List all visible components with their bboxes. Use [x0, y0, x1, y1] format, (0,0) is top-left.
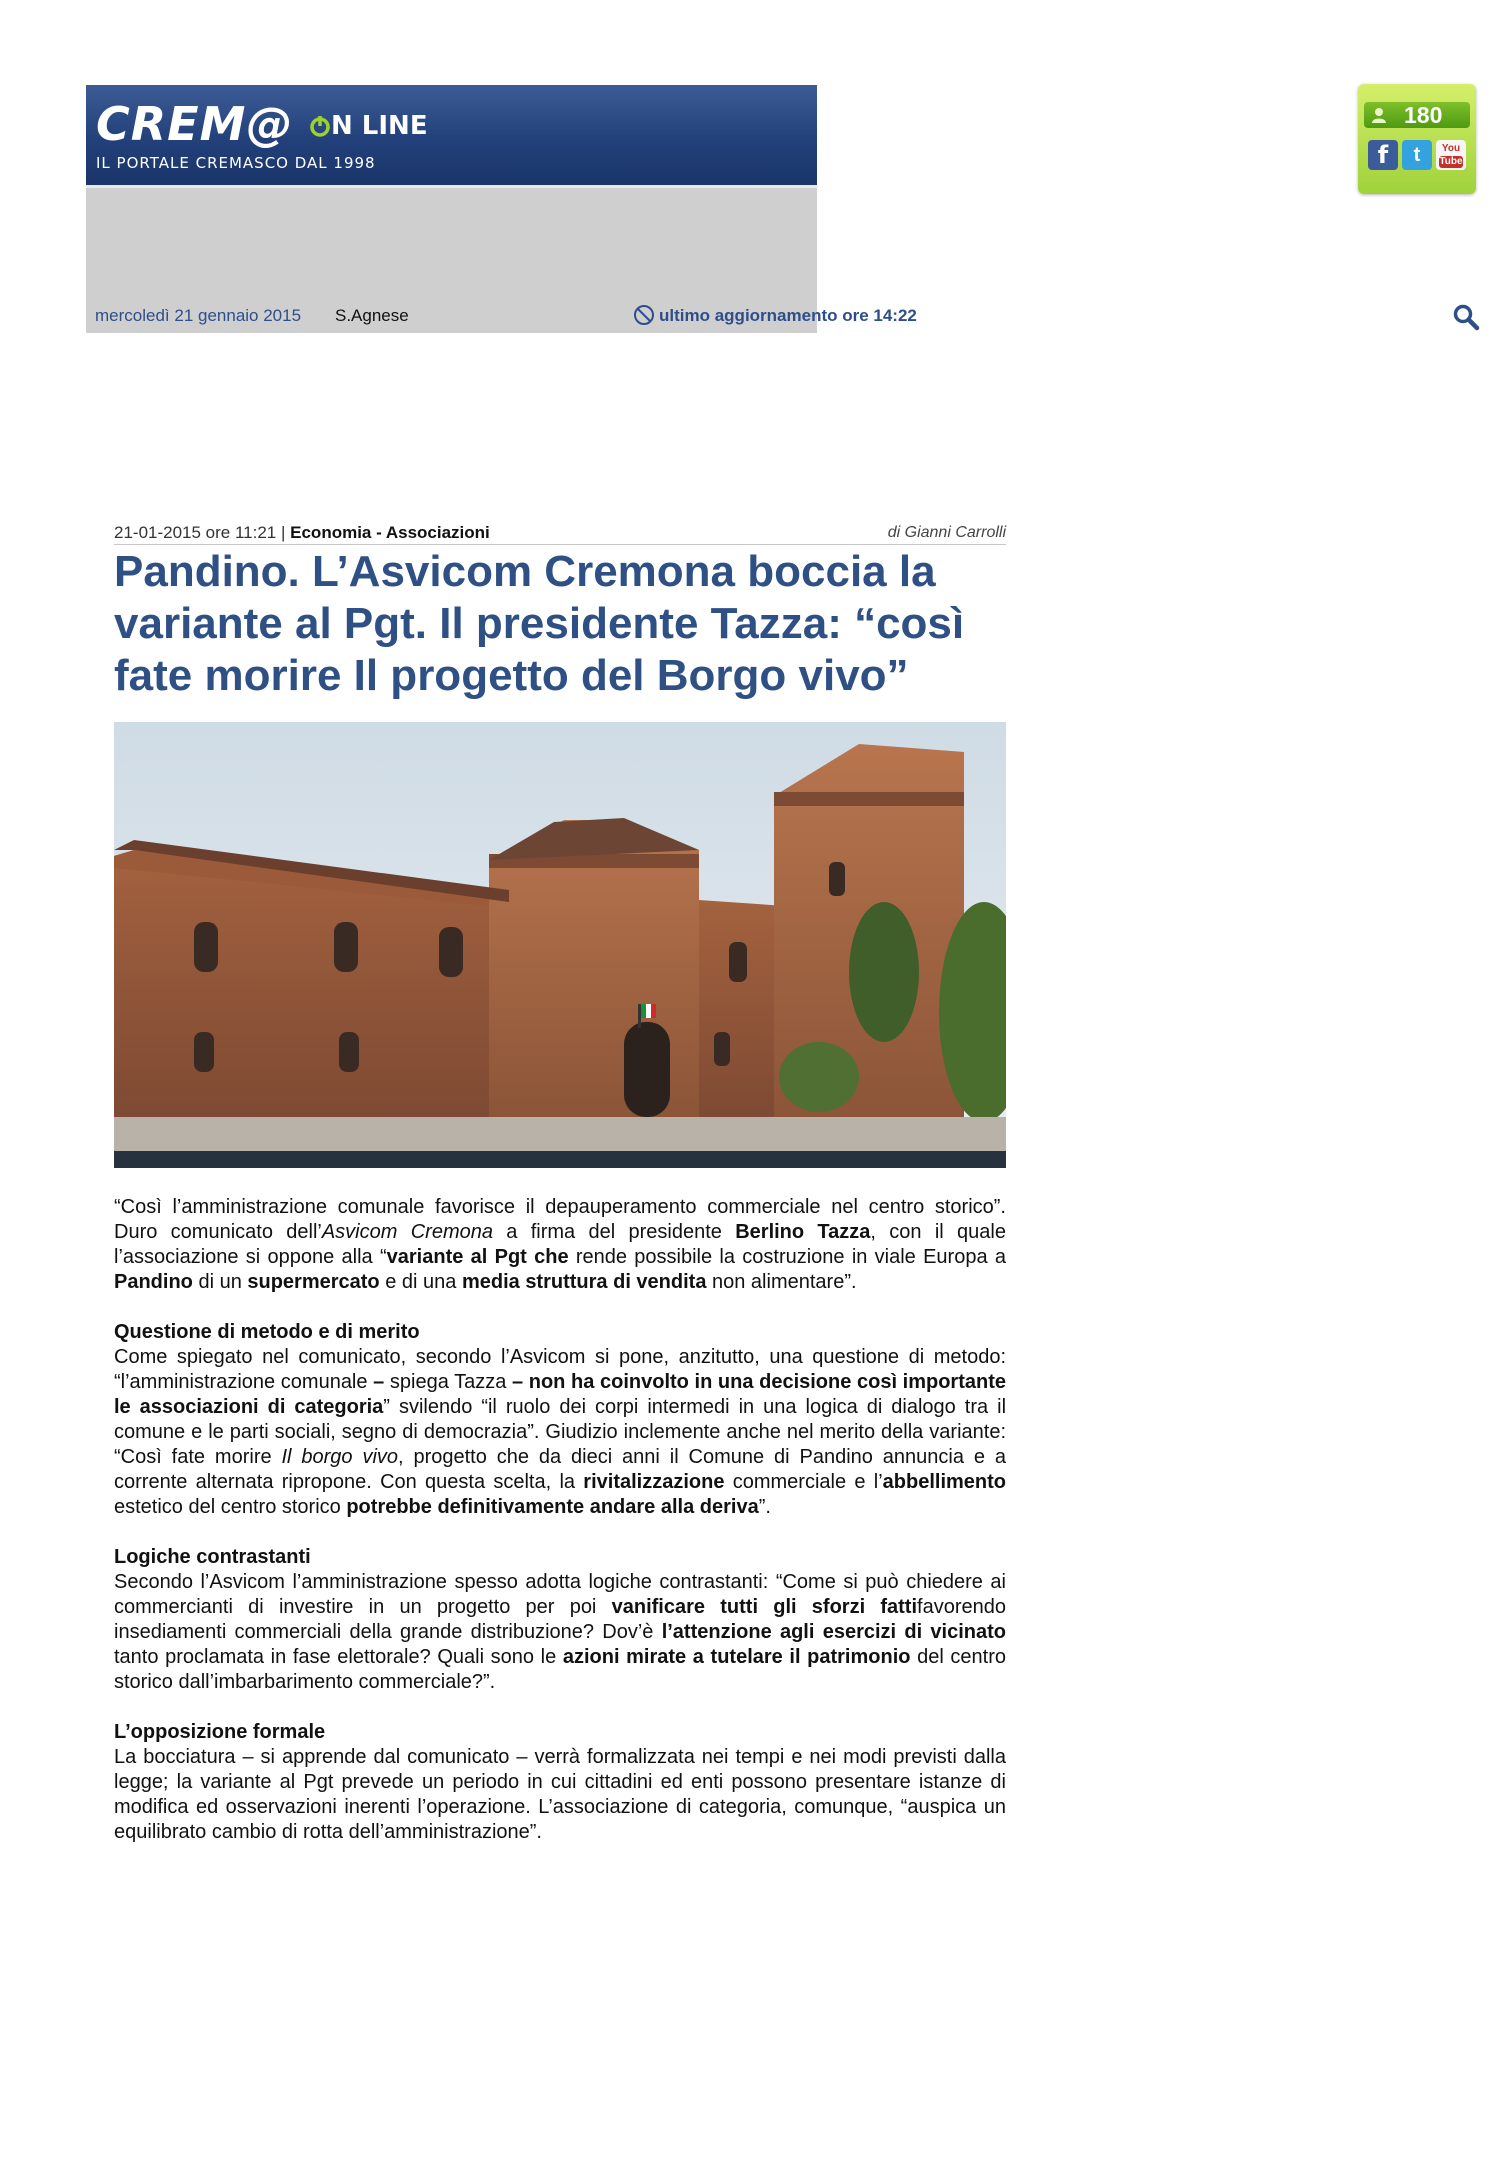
text-run: Come spiegato nel comunicato, secondo l’Asvicom si pone, anzitutto, una questione di metodo: “l’amministrazione comunale [114, 1346, 1006, 1393]
logo-wordmark: CREM@ [96, 97, 294, 151]
text-run: , progetto che da dieci anni il Comune di Pandino annuncia e a corrente alternata ripropone. Con questa scelta, la [114, 1446, 1007, 1493]
logo-online-text: N LINE [331, 111, 428, 141]
text-bold: abbellimento [882, 1471, 1007, 1493]
user-icon [1370, 106, 1388, 124]
no-entry-icon [633, 304, 655, 326]
text-run: tanto proclamata in fase elettorale? Quali sono le [114, 1646, 563, 1668]
twitter-icon[interactable]: t [1402, 140, 1432, 170]
text-bold: – non ha coinvolto in una decisione così importante le associazioni di categoria [114, 1371, 1006, 1418]
youtube-label-bottom: Tube [1439, 156, 1463, 167]
text-run: a firma del presidente [492, 1221, 736, 1243]
text-bold: Berlino Tazza [735, 1221, 871, 1243]
logo-tagline: IL PORTALE CREMASCO DAL 1998 [96, 154, 376, 172]
article-body [114, 1195, 1006, 1845]
paragraph-method [114, 1345, 1006, 1520]
text-run: favorendo insediamenti commerciali della grande distribuzione? Dov’è [114, 1596, 1006, 1643]
paragraph-logic [114, 1570, 1006, 1695]
text-run: rende possibile la costruzione in viale Europa a [568, 1246, 1006, 1268]
youtube-icon[interactable] [1436, 140, 1466, 170]
last-update-text: ultimo aggiornamento ore 14:22 [659, 306, 917, 325]
text-italic: Il borgo vivo [281, 1446, 399, 1468]
text-run: “Così l’amministrazione comunale favorisce il depauperamento commerciale nel centro storico”. Duro comunicato dell’ [114, 1196, 1006, 1243]
paragraph-intro [114, 1195, 1006, 1295]
text-bold: media struttura di vendita [461, 1271, 707, 1293]
text-italic: Asvicom Cremona [321, 1221, 493, 1243]
article-meta [114, 522, 1006, 545]
text-bold: – [373, 1371, 385, 1393]
search-icon[interactable] [1452, 303, 1480, 331]
article-author: di Gianni Carrolli [887, 524, 1006, 541]
text-bold: vanificare tutti gli sforzi fatti [611, 1596, 918, 1618]
meta-separator: | [276, 523, 291, 542]
article-date: 21-01-2015 ore 11:21 [114, 523, 277, 542]
last-update [633, 304, 917, 328]
text-bold: l’attenzione agli esercizi di vicinato [661, 1621, 1006, 1643]
section-heading: L’opposizione formale [114, 1721, 326, 1743]
follower-count: 180 [1404, 102, 1443, 128]
text-run: , con il quale l’associazione si oppone alla “ [114, 1221, 1006, 1268]
paragraph-formal: La bocciatura – si apprende dal comunicato – verrà formalizzata nei tempi e nei modi previsti dalla legge; la variante al Pgt prevede un periodo in cui cittadini ed enti possono presentare istanze di modifica ed osservazioni inerenti l’operazione. L’associazione di categoria, comunque, “auspica un equilibrato cambio di rotta dell’amministrazione”. [114, 1746, 1006, 1843]
text-run: non alimentare”. [706, 1271, 857, 1293]
section-heading: Questione di metodo e di merito [114, 1321, 420, 1343]
text-bold: variante al Pgt che [386, 1246, 569, 1268]
article-category[interactable]: Economia - Associazioni [290, 523, 490, 542]
saint-of-day: S.Agnese [335, 306, 409, 325]
article-photo [114, 722, 1006, 1168]
site-banner[interactable] [86, 85, 817, 185]
text-run: di un [192, 1271, 248, 1293]
text-run: e di una [379, 1271, 462, 1293]
text-run: estetico del centro storico [114, 1496, 347, 1518]
youtube-label-top: You [1441, 143, 1461, 154]
text-run: ” svilendo “il ruolo dei corpi intermedi in una logica di dialogo tra il comune e le parti sociali, segno di democrazia”. Giudizio inclemente anche nel merito della variante: “Così fate morire [114, 1396, 1007, 1468]
section-heading: Logiche contrastanti [114, 1546, 311, 1568]
text-run: spiega Tazza [384, 1371, 512, 1393]
social-widget [1358, 84, 1476, 194]
text-run: commerciale e l’ [724, 1471, 883, 1493]
text-bold: Pandino [114, 1271, 193, 1293]
follower-counter [1364, 102, 1470, 128]
text-bold: azioni mirate a tutelare il patrimonio [562, 1646, 911, 1668]
facebook-icon[interactable]: f [1368, 140, 1398, 170]
current-date: mercoledì 21 gennaio 2015 [95, 306, 302, 325]
text-run: del centro storico dall’imbarbarimento commerciale?”. [114, 1646, 1007, 1693]
text-bold: rivitalizzazione [583, 1471, 725, 1493]
text-run: ”. [758, 1496, 771, 1518]
text-bold: supermercato [247, 1271, 380, 1293]
text-bold: potrebbe definitivamente andare alla deriva [346, 1496, 759, 1518]
text-run: Secondo l’Asvicom l’amministrazione spesso adotta logiche contrastanti: “Come si può chiedere ai commercianti di investire in un progetto per poi [114, 1571, 1006, 1618]
article-title: Pandino. L’Asvicom Cremona boccia la variante al Pgt. Il presidente Tazza: “così fate morire Il progetto del Borgo vivo” [114, 547, 965, 700]
power-icon [309, 115, 331, 137]
